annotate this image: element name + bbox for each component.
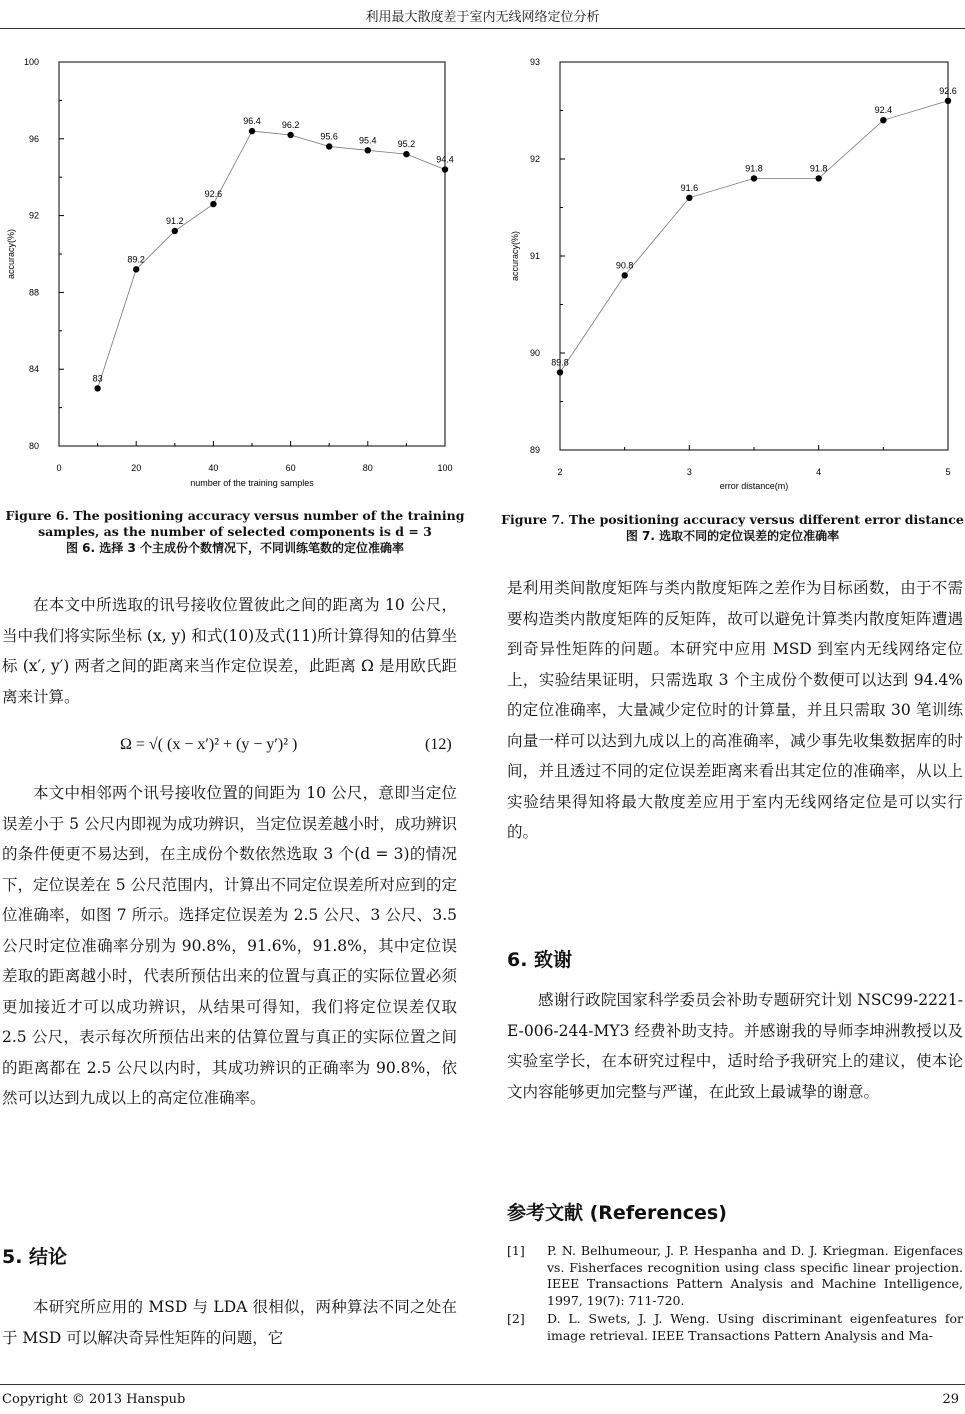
footer-rule	[0, 1384, 965, 1385]
data-point	[403, 151, 409, 157]
y-tick-label: 80	[28, 441, 39, 451]
figure-6-caption	[0, 508, 470, 556]
data-label: 83	[92, 373, 103, 384]
figure-6-chart	[0, 52, 470, 492]
left-paragraph-3: 本研究所应用的 MSD 与 LDA 很相似，两种算法不同之处在于 MSD 可以解决奇异性矩阵的问题，它	[2, 1298, 457, 1347]
figure-6-caption-en-1: Figure 6. The positioning accuracy versus number of the training	[5, 508, 465, 523]
y-axis-label: accuracy(%)	[510, 230, 520, 282]
data-label: 91.8	[809, 163, 828, 174]
data-label: 92.6	[939, 85, 957, 96]
y-tick-label: 100	[23, 57, 39, 67]
data-label: 90.8	[615, 260, 634, 271]
reference-item	[507, 1243, 963, 1309]
x-tick-label: 2	[557, 467, 563, 477]
y-tick-label: 91	[529, 251, 540, 261]
header-rule	[0, 28, 965, 29]
y-tick-label: 90	[529, 348, 540, 358]
y-tick-label: 93	[529, 57, 540, 67]
data-label: 95.4	[359, 135, 377, 146]
data-point	[287, 132, 293, 138]
reference-text: P. N. Belhumeour, J. P. Hespanha and D. J. Kriegman. Eigenfaces vs. Fisherfaces recognition using class specific linear projection. IEEE Transactions Pattern Analysis and Machine Intelligence, 1997, 19(7): 711-720.	[547, 1243, 963, 1308]
y-tick-label: 84	[28, 364, 39, 375]
equation-12	[120, 736, 460, 754]
x-tick-label: 5	[945, 467, 951, 477]
x-tick-label: 40	[208, 463, 219, 473]
y-tick-label: 88	[28, 287, 39, 298]
left-paragraph-2: 本文中相邻两个讯号接收位置的间距为 10 公尺，意即当定位误差小于 5 公尺内即视为成功辨识，当定位误差越小时，成功辨识的条件便更不易达到，在主成份个数依然选取 3 个(d = 3)的情况下，定位误差在 5 公尺范围内，计算出不同定位误差所对应到的定位准确率，如图 7 所示。选择定位误差为 2.5 公尺、3 公尺、3.5 公尺时定位准确率分别为 90.8%，91.6%，91.8%，其中定位误差取的距离越小时，代表所预估出来的位置与真正的实际位置必须更加接近才可以成功辨识，从结果可得知，我们将定位误差仅取 2.5 公尺，表示每次所预估出来的估算位置与真正的实际位置之间的距离都在 2.5 公尺以内时，其成功辨识的正确率为 90.8%，依然可以达到九成以上的高定位准确率。	[2, 784, 457, 1107]
data-label: 96.4	[243, 116, 261, 127]
y-axis-label: accuracy(%)	[6, 228, 16, 280]
data-point	[751, 175, 757, 181]
x-tick-label: 0	[56, 463, 62, 473]
figure-6-svg	[0, 52, 470, 492]
reference-text: D. L. Swets, J. J. Weng. Using discriminant eigenfeatures for image retrieval. IEEE Transactions Pattern Analysis and Ma-	[547, 1311, 963, 1343]
reference-item	[507, 1311, 963, 1344]
data-point	[557, 369, 563, 375]
y-tick-label: 92	[529, 154, 540, 164]
references-heading: 参考文献 (References)	[507, 1202, 727, 1224]
figure-7-caption-en: Figure 7. The positioning accuracy versus different error distance	[501, 512, 964, 527]
x-tick-label: 80	[362, 463, 373, 473]
data-point	[945, 98, 951, 104]
figure-7-caption	[500, 512, 965, 544]
right-paragraph-1: 是利用类间散度矩阵与类内散度矩阵之差作为目标函数，由于不需要构造类内散度矩阵的反矩阵，故可以避免计算类内散度矩阵遭遇到奇异性矩阵的问题。本研究中应用 MSD 到室内无线网络定位上，实验结果证明，只需选取 3 个主成份个数便可以达到 94.4%的定位准确率，大量减少定位时的计算量，并且只需取 30 笔训练向量一样可以达到九成以上的高准确率，减少事先收集数据库的时间，并且透过不同的定位误差距离来看出其定位的准确率，从以上实验结果得知将最大散度差应用于室内无线网络定位是可以实行的。	[507, 579, 963, 841]
x-axis-label: error distance(m)	[719, 481, 789, 491]
data-label: 89.2	[127, 254, 145, 265]
plot-frame	[560, 62, 948, 450]
data-point	[94, 385, 100, 391]
footer-page-number: 29	[942, 1392, 959, 1407]
figure-7-chart	[500, 52, 965, 502]
y-tick-label: 89	[529, 445, 540, 455]
data-point	[621, 272, 627, 278]
data-point	[880, 117, 886, 123]
equation-12-body: Ω = √( (x − x′)² + (y − y′)² )	[120, 736, 298, 753]
x-axis-label: number of the training samples	[190, 478, 314, 488]
reference-number: [2]	[507, 1311, 525, 1326]
data-point	[210, 201, 216, 207]
data-point	[249, 128, 255, 134]
data-label: 94.4	[436, 154, 454, 165]
references-list	[507, 1243, 963, 1346]
data-point	[326, 143, 332, 149]
x-tick-label: 3	[686, 467, 692, 477]
data-point	[815, 175, 821, 181]
footer-copyright: Copyright © 2013 Hanspub	[2, 1392, 186, 1407]
equation-12-number: (12)	[425, 736, 452, 753]
series-line	[98, 131, 445, 388]
y-tick-label: 92	[28, 210, 39, 221]
data-label: 95.2	[397, 139, 416, 150]
data-label: 95.6	[320, 131, 338, 142]
figure-6-caption-cn: 图 6. 选择 3 个主成份个数情况下，不同训练笔数的定位准确率	[66, 541, 404, 555]
running-header: 利用最大散度差于室内无线网络定位分析	[365, 10, 600, 25]
data-point	[365, 147, 371, 153]
data-label: 96.2	[281, 119, 300, 130]
x-tick-label: 20	[131, 463, 142, 473]
left-paragraph-1: 在本文中所选取的讯号接收位置彼此之间的距离为 10 公尺，当中我们将实际坐标 (x, y) 和式(10)及式(11)所计算得知的估算坐标 (x′, y′) 两者之间的距离来当作定位误差，此距离 Ω 是用欧氏距离来计算。	[2, 596, 457, 706]
data-label: 92.4	[874, 105, 893, 116]
figure-6-caption-en-2: samples, as the number of selected components is d = 3	[38, 524, 432, 539]
data-point	[442, 166, 448, 172]
reference-number: [1]	[507, 1243, 525, 1258]
data-label: 91.8	[745, 163, 763, 174]
right-paragraph-2: 感谢行政院国家科学委员会补助专题研究计划 NSC99-2221-E-006-244-MY3 经费补助支持。并感谢我的导师李坤洲教授以及实验室学长，在本研究过程中，适时给予我研究上的建议，使本论文内容能够更加完整与严谨，在此致上最诚挚的谢意。	[507, 991, 963, 1101]
data-point	[172, 228, 178, 234]
data-point	[686, 195, 692, 201]
y-tick-label: 96	[28, 133, 39, 144]
data-point	[133, 266, 139, 272]
x-tick-label: 4	[816, 467, 822, 477]
figure-7-caption-cn: 图 7. 选取不同的定位误差的定位准确率	[625, 529, 840, 543]
data-label: 91.2	[166, 215, 184, 226]
figure-7-svg	[500, 52, 965, 502]
series-line	[560, 101, 948, 373]
x-tick-label: 100	[437, 463, 453, 473]
data-label: 89.8	[551, 357, 569, 368]
data-label: 91.6	[680, 182, 699, 193]
x-tick-label: 60	[285, 463, 296, 473]
section-5-heading: 5. 结论	[2, 1246, 68, 1268]
section-6-heading: 6. 致谢	[507, 949, 573, 971]
data-label: 92.6	[204, 189, 223, 200]
